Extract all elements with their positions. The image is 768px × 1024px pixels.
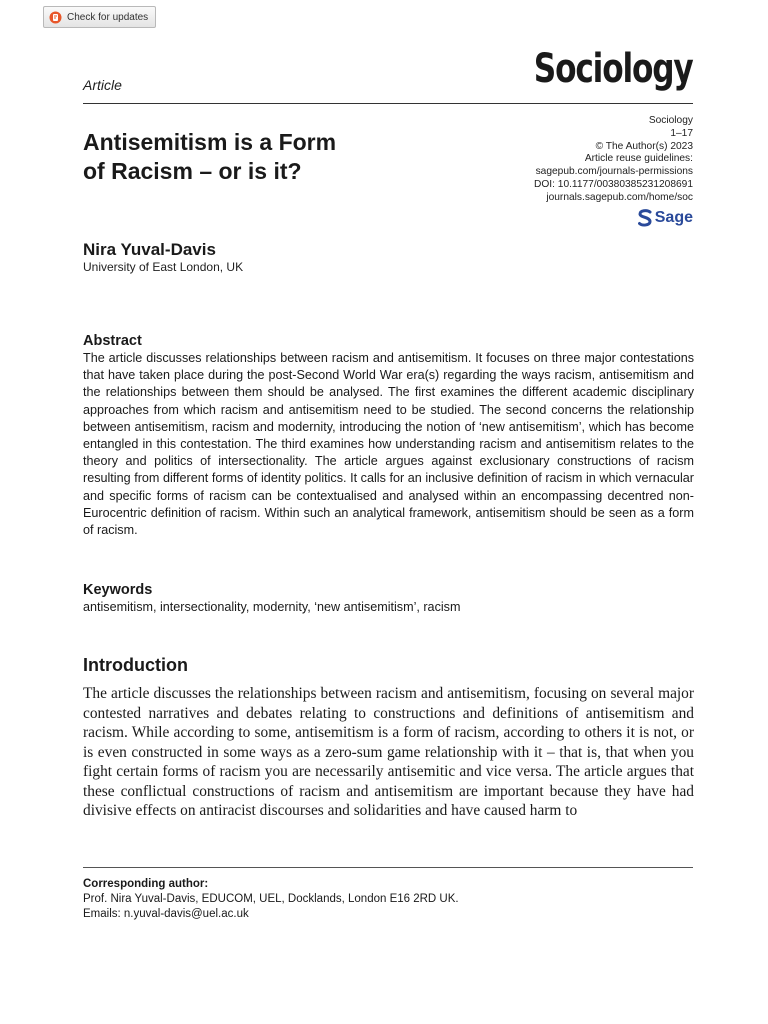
meta-doi[interactable]: DOI: 10.1177/00380385231208691 bbox=[534, 178, 693, 190]
meta-copyright: © The Author(s) 2023 bbox=[595, 140, 693, 152]
publisher-logo bbox=[638, 209, 693, 227]
article-type-label: Article bbox=[83, 77, 122, 93]
author-name: Nira Yuval-Davis bbox=[83, 240, 216, 259]
meta-reuse-label: Article reuse guidelines: bbox=[584, 153, 693, 165]
title-line-1: Antisemitism is a Form bbox=[83, 129, 337, 155]
sage-s-icon bbox=[638, 209, 652, 227]
keywords-text: antisemitism, intersectionality, modernity, ‘new antisemitism’, racism bbox=[83, 600, 461, 614]
meta-journal: Sociology bbox=[648, 115, 693, 126]
title-line-2: of Racism – or is it? bbox=[83, 158, 302, 184]
meta-pages: 1–17 bbox=[670, 127, 693, 139]
journal-logo: Sociology bbox=[534, 46, 693, 92]
crossmark-icon bbox=[49, 11, 62, 24]
check-for-updates-label: Check for updates bbox=[67, 11, 149, 23]
introduction-heading: Introduction bbox=[83, 655, 188, 675]
footnote-divider bbox=[83, 867, 693, 868]
abstract-heading: Abstract bbox=[83, 333, 142, 349]
introduction-text: The article discusses the relationships between racism and antisemitism, focusing on several major contested narratives and debates relating to constructions and definitions of antisemitism and racism. While according to some, antisemitism is a form of racism, according to others it is not, or is even constructed in some ways as a zero-sum game relationship with it – that is, that when you fight certain forms of racism you are necessarily antisemitic and vice versa. The article argues that these conflictual constructions of racism and antisemitism are important because they have had divisive effects on antiracist discourses and solidarities and have caused harm to bbox=[83, 685, 694, 819]
article-metadata bbox=[453, 115, 693, 205]
keywords-heading: Keywords bbox=[83, 582, 153, 598]
article-title bbox=[83, 128, 423, 186]
check-for-updates-button[interactable] bbox=[43, 6, 156, 28]
publisher-name: Sage bbox=[654, 209, 693, 226]
corresponding-author-address: Prof. Nira Yuval-Davis, EDUCOM, UEL, Docklands, London E16 2RD UK. bbox=[83, 893, 459, 905]
corresponding-author-heading: Corresponding author: bbox=[83, 878, 209, 890]
author-affiliation: University of East London, UK bbox=[83, 260, 244, 274]
meta-journal-link[interactable]: journals.sagepub.com/home/soc bbox=[546, 191, 693, 203]
corresponding-author-email[interactable]: Emails: n.yuval-davis@uel.ac.uk bbox=[83, 908, 249, 920]
meta-reuse-link[interactable]: sagepub.com/journals-permissions bbox=[535, 166, 693, 178]
header-divider bbox=[83, 103, 693, 104]
abstract-text: The article discusses relationships between racism and antisemitism. It focuses on three major contestations that have taken place during the post-Second World War era(s) regarding the ways racism, antisemitism and the relationships between them should be analysed. The first examines the different academic disciplinary approaches from which racism and antisemitism need to be studied. The second concerns the relationship between antisemitism, racism and modernity, introducing the notion of ‘new antisemitism’, which has become entangled in this contestation. The third examines how understanding racism and antisemitism relates to the theory and politics of intersectionality. The article argues against exclusionary constructions of racism resulting from different forms of identity politics. It calls for an inclusive definition of racism in which vernacular and specific forms of racism can be contextualised and analysed within an encompassing decentred non-Eurocentric definition of racism. Within such an analytical framework, antisemitism should be seen as a form of racism. bbox=[83, 351, 694, 538]
